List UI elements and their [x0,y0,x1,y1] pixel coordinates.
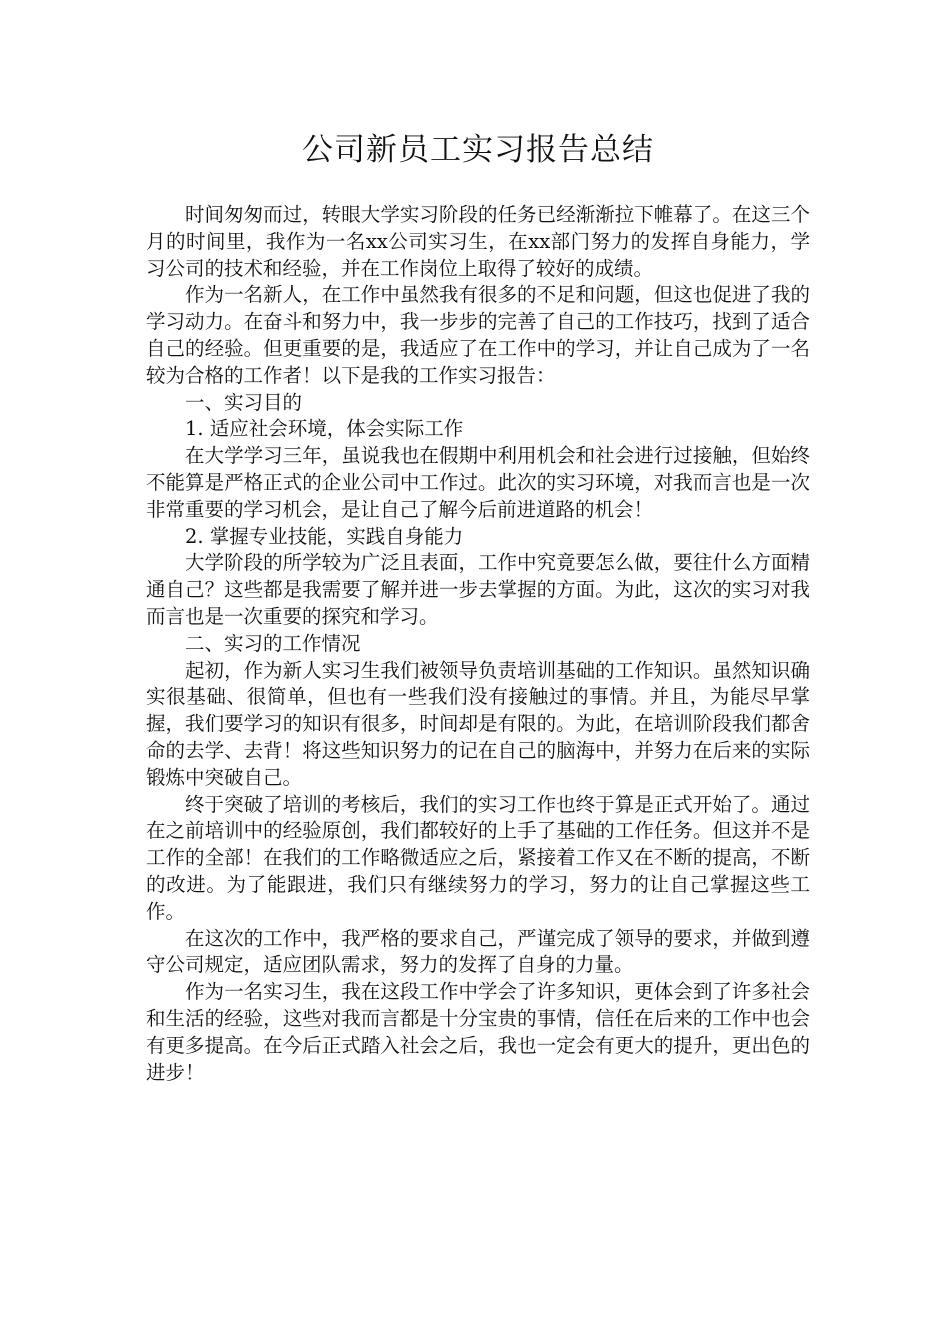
subheading-master-skills: 2. 掌握专业技能，实践自身能力 [185,524,464,548]
document-page [146,128,810,1086]
paragraph-self-discipline: 在这次的工作中，我严格的要求自己，严谨完成了领导的要求，并做到遵守公司规定，适应团队需求，努力的发挥了自身的力量。 [146,926,810,977]
paragraph-formal-work: 终于突破了培训的考核后，我们的实习工作也终于算是正式开始了。通过在之前培训中的经验原创，我们都较好的上手了基础的工作任务。但这并不是工作的全部！在我们的工作略微适应之后，紧接着工作又在不断的提高，不断的改进。为了能跟进，我们只有继续努力的学习，努力的让自己掌握这些工作。 [146,792,810,923]
paragraph-training: 起初，作为新人实习生我们被领导负责培训基础的工作知识。虽然知识确实很基础、很简单，但也有一些我们没有接触过的事情。并且，为能尽早掌握，我们要学习的知识有很多，时间却是有限的。为此，在培训阶段我们都舍命的去学、去背！将这些知识努力的记在自己的脑海中，并努力在后来的实际锻炼中突破自己。 [146,658,810,789]
subheading-adapt-society: 1. 适应社会环境，体会实际工作 [185,417,464,441]
document-body [146,202,810,1086]
paragraph-master-skills: 大学阶段的所学较为广泛且表面，工作中究竟要怎么做，要往什么方面精通自己？这些都是我需要了解并进一步去掌握的方面。为此，这次的实习对我而言也是一次重要的探究和学习。 [146,551,810,628]
paragraph-intro: 时间匆匆而过，转眼大学实习阶段的任务已经渐渐拉下帷幕了。在这三个月的时间里，我作为一名xx公司实习生，在xx部门努力的发挥自身能力，学习公司的技术和经验，并在工作岗位上取得了较好的成绩。 [146,203,810,280]
paragraph-adapt-society: 在大学学习三年，虽说我也在假期中利用机会和社会进行过接触，但始终不能算是严格正式的企业公司中工作过。此次的实习环境，对我而言也是一次非常重要的学习机会，是让自己了解今后前进道路的机会！ [146,444,810,521]
document-title: 公司新员工实习报告总结 [302,132,654,168]
section-heading-work-situation: 二、实习的工作情况 [185,631,361,655]
paragraph-conclusion: 作为一名实习生，我在这段工作中学会了许多知识，更体会到了许多社会和生活的经验，这些对我而言都是十分宝贵的事情，信任在后来的工作中也会有更多提高。在今后正式踏入社会之后，我也一定会有更大的提升，更出色的进步！ [146,980,810,1084]
section-heading-purpose: 一、实习目的 [185,390,303,414]
paragraph-newcomer: 作为一名新人，在工作中虽然我有很多的不足和问题，但这也促进了我的学习动力。在奋斗和努力中，我一步步的完善了自己的工作技巧，找到了适合自己的经验。但更重要的是，我适应了在工作中的学习，并让自己成为了一名较为合格的工作者！以下是我的工作实习报告： [146,283,810,387]
